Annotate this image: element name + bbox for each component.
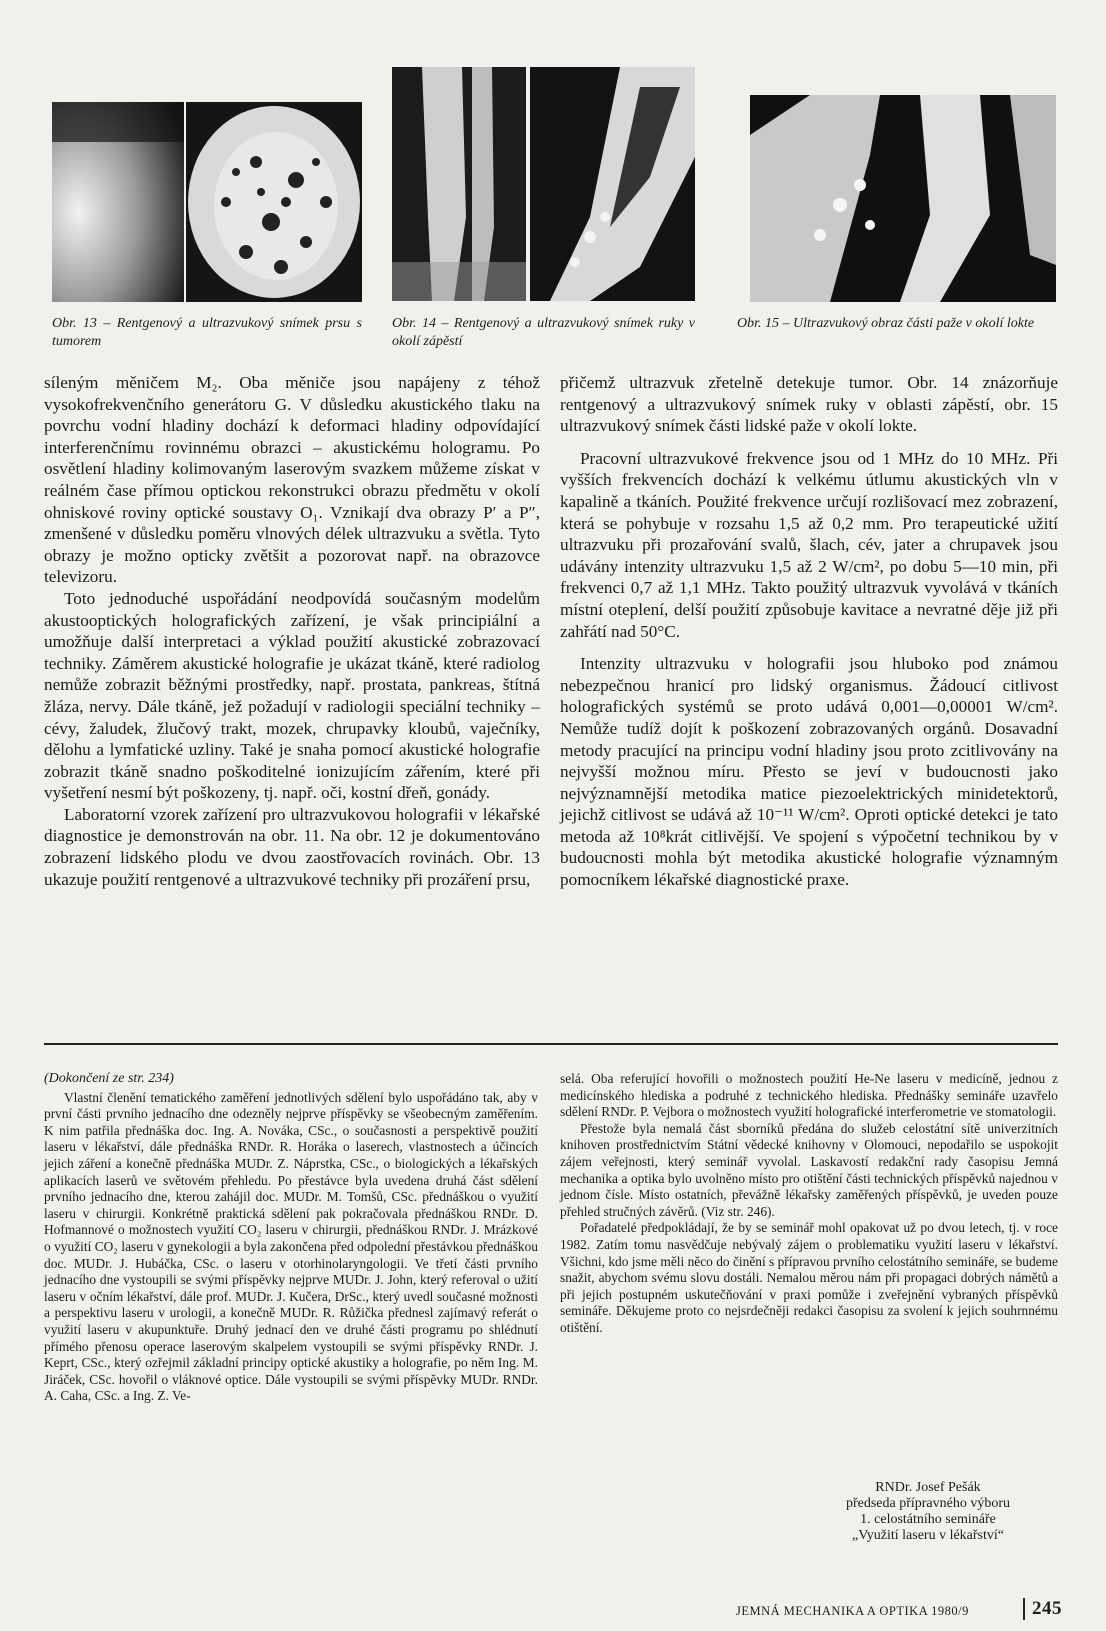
figure-14-caption-text: – Rentgenový a ultrazvukový snímek ruky v okolí zápěstí bbox=[392, 316, 695, 349]
section-divider bbox=[44, 1043, 1058, 1045]
figure-13-caption-text: – Rentgenový a ultrazvukový snímek prsu s tumorem bbox=[52, 316, 362, 349]
continuation-header: (Dokončení ze str. 234) bbox=[44, 1071, 174, 1086]
figure-15-caption-label: Obr. 15 bbox=[737, 316, 780, 331]
continuation-right-paragraph-3: Pořadatelé předpokládají, že by se seminář mohl opakovat už po dvou letech, tj. v roce 1982. Zatím tomu nasvědčuje nebývalý zájem o problematiku využití laseru v lékařství. Všichni, kdo jsme měli něco do činění s přípravou prvního celostátního semináře, se budeme snažit, abychom svému slovu dostáli. Nemalou měrou nám při propagaci dobrých námětů a při jejich postupném uskutečňování v praxi pomůže i zveřejnění vybraných příspěvků semináře. Děkujeme proto co nejsrdečněji redakci časopisu za svolení k jejich souhrnnému otištění. bbox=[560, 1220, 1058, 1335]
figure-13-xray-image bbox=[52, 102, 184, 302]
figure-14-caption-label: Obr. 14 bbox=[392, 316, 436, 331]
main-right-paragraph-2: Pracovní ultrazvukové frekvence jsou od 1 MHz do 10 MHz. Při vyšších frekvencích dochází k velkému útlumu akustických vln v kapalině a tkáních. Použité frekvence určují rozlišovací mez zobrazení, která se pohybuje v rozsahu 1,5 až 0,2 mm. Pro terapeutické užití ultrazvuku při prozařování svalů, šlach, cév, jater a chrupavek jsou udávány intenzity ultrazvuku 1,5 až 2 W/cm², po dobu 5—10 min, při frekvenci 0,7 až 1,1 MHz. Takto použitý ultrazvuk vyvolává v tkáních místní oteplení, delší použití způsobuje kavitace a nevratné děje již při zahřátí nad 50°C. bbox=[560, 448, 1058, 641]
signature-role: předseda přípravného výboru bbox=[845, 1496, 1011, 1511]
figure-13-ultrasound-image bbox=[186, 102, 362, 302]
signature-name: RNDr. Josef Pešák bbox=[875, 1480, 981, 1495]
signature-event-title: „Využití laseru v lékařství“ bbox=[851, 1528, 1004, 1543]
main-text-right-column bbox=[560, 372, 1058, 891]
continuation-right-column bbox=[560, 1071, 1058, 1337]
figure-14-ultrasound-image bbox=[530, 67, 695, 301]
figure-14-xray-image bbox=[392, 67, 526, 301]
main-left-paragraph-3: Laboratorní vzorek zařízení pro ultrazvukovou holografii v lékařské diagnostice je demonstrován na obr. 11. Na obr. 12 je dokumentováno zobrazení lidského plodu ve dvou zaostřovacích rovinách. Obr. 13 ukazuje použití rentgenové a ultrazvukové techniky při prozáření prsu, bbox=[44, 804, 540, 889]
main-left-paragraph-1: síleným měničem M₂. Oba měniče jsou napájeny z téhož vysokofrekvenčního generátoru G. V důsledku akustického tlaku na povrchu vodní hladiny dochází k deformaci hladiny odpovídající interferenčnímu rovinnému obrazci – akustickému hologramu. Po osvětlení hladiny kolimovaným laserovým svazkem můžeme získat v reálném čase přímou optickou rekonstrukci obrazu předmětu v okolí ohniskové roviny optické soustavy O₁. Vznikají dva obrazy P′ a P″, zmenšené v důsledku poměru vlnových délek ultrazvuku a světla. Tyto obrazy je možno opticky zvětšit a pozorovat např. na obrazovce televizoru. bbox=[44, 373, 540, 587]
figure-15-ultrasound-image bbox=[750, 95, 1056, 302]
figure-15-caption-text: – Ultrazvukový obraz části paže v okolí lokte bbox=[779, 316, 1035, 331]
page-footer bbox=[736, 1598, 1062, 1619]
continuation-left-paragraph: Vlastní členění tematického zaměření jednotlivých sdělení bylo uspořádáno tak, aby v první části prvního jednacího dne odezněly nejprve příspěvky se všeobecným zaměřením. K nim patřila přednáška doc. Ing. A. Nováka, CSc., o současnosti a perspektivě použití laseru v lékařství, dále přednáška RNDr. R. Horáka o laserech, vlastnostech a účincích jejich záření a konečně přednáška MUDr. Z. Náprstka, CSc., o biologických a lékařských aplikacích laserů ve světovém přehledu. Po přestávce byla uvedena druhá část sdělení prvního jednacího dne, kterou zahájil doc. MUDr. M. Tomšů, CSc. přednáškou o využití laseru v chirurgii. Konkrétně praktická sdělení pak pokračovala přednáškou RNDr. D. Hofmannové o možnostech využití CO₂ laseru v chirurgii, přednáškou RNDr. J. Mrázkové o využití CO₂ laseru v gynekologii a byla zakončena před odpolední přestávkou přednáškou doc. MUDr. J. Hubáčka, CSc. o laseru v otorhinolaryngologii. Ve třetí části prvního jednacího dne vystoupili se svými příspěvky nejprve MUDr. J. John, který referoval o užití laseru v očním lékařství, dále prof. MUDr. J. Kučera, DrSc., který uvedl současné možnosti a perspektivu laseru v urologii, a konečně MUDr. R. Růžička přednesl zajímavý referát o využití laseru v akupunktuře. Druhý jednací den ve druhé části programu po shlédnutí přímého přenosu operace laserovým skalpelem vystoupili se svými příspěvky RNDr. J. Keprt, CSc., který ozřejmil základní principy optické akustiky a holografie, po něm Ing. M. Jiráček, CSc. hovořil o vláknové optice. Dále vystoupili se svými příspěvky MUDr. RNDr. A. Caha, CSc. a Ing. Z. Ve- bbox=[44, 1089, 538, 1404]
main-left-paragraph-2: Toto jednoduché uspořádání neodpovídá současným modelům akustooptických holografických zařízení, je však principiální a umožňuje další interpretaci a výklad použití akustické zobrazovací techniky. Záměrem akustické holografie je ukázat tkáně, které radiolog nemůže zobrazit běžnými prostředky, např. prostata, pankreas, štítná žláza, nervy. Dále tkáně, jež požadují v radiologii speciální techniky – cévy, žaludek, žlučový trakt, mozek, chrupavky kloubů, vaječníky, dělohu a lymfatické uzliny. Také je snaha pomocí akustické holografie zobrazit tkáně snadno poškoditelné ionizujícím zářením, které při vyšetření nesmí být poškozeny, tj. např. oči, kostní dřeň, gonády. bbox=[44, 588, 540, 803]
main-right-paragraph-1: přičemž ultrazvuk zřetelně detekuje tumor. Obr. 14 znázorňuje rentgenový a ultrazvukový snímek ruky v oblasti zápěstí, obr. 15 ultrazvukový snímek části lidské paže v okolí lokte. bbox=[560, 373, 1058, 436]
journal-name: JEMNÁ MECHANIKA A OPTIKA 1980/9 bbox=[736, 1604, 969, 1618]
page-number: 245 bbox=[1023, 1598, 1062, 1620]
figure-15-caption bbox=[737, 315, 1057, 333]
signature-block bbox=[798, 1480, 1058, 1544]
main-text-left-column bbox=[44, 372, 540, 890]
continuation-left-column bbox=[44, 1071, 538, 1405]
signature-event: 1. celostátního semináře bbox=[860, 1512, 996, 1527]
continuation-right-paragraph-2: Přestože byla nemalá část sborníků předána do služeb celostátní sítě univerzitních knihoven prostřednictvím Státní vědecké knihovny v Olomouci, nepodařilo se uspokojit zájem veřejnosti, který seminář vyvolal. Laskavostí redakční rady časopisu Jemná mechanika a optika bylo uvolněno místo pro otištění části technických příspěvků najednou v jednom čísle. Místo ostatních, převážně lékařsky zaměřených příspěvků, je uveden pouze přehled stručných závěrů. (Viz str. 246). bbox=[560, 1120, 1058, 1219]
main-right-paragraph-3: Intenzity ultrazvuku v holografii jsou hluboko pod známou nebezpečnou hranicí pro lidský organismus. Žádoucí citlivost holografických systémů se proto udává 0,001—0,00001 W/cm². Nemůže tudíž dojít k poškození zobrazovaných orgánů. Dosavadní metody pracující na principu vodní hladiny jsou proto zcitlivovány na nejvyšší možnou míru. Přesto se jeví v budoucnosti jako nejvýznamnější metodika matice piezoelektrických minidetektorů, jejichž citlivost se udává až 10⁻¹¹ W/cm². Oproti optické detekci je tato metoda až 10⁸krát citlivější. Ve spojení s výpočetní technikou by v budoucnosti mohla být metodika akustické holografie významným pomocníkem lékařské diagnostické praxe. bbox=[560, 654, 1058, 890]
figure-13-caption bbox=[52, 315, 362, 351]
figure-14-caption bbox=[392, 315, 695, 351]
continuation-right-paragraph-1: selá. Oba referující hovořili o možnostech použití He-Ne laseru v medicíně, jednou z medicínského hlediska a podruhé z technického hlediska. Přednášky semináře uzavřelo sdělení RNDr. P. Vejbora o možnostech využití holografické interferometrie ve stomatologii. bbox=[560, 1071, 1058, 1120]
figure-13-caption-label: Obr. 13 bbox=[52, 316, 97, 331]
